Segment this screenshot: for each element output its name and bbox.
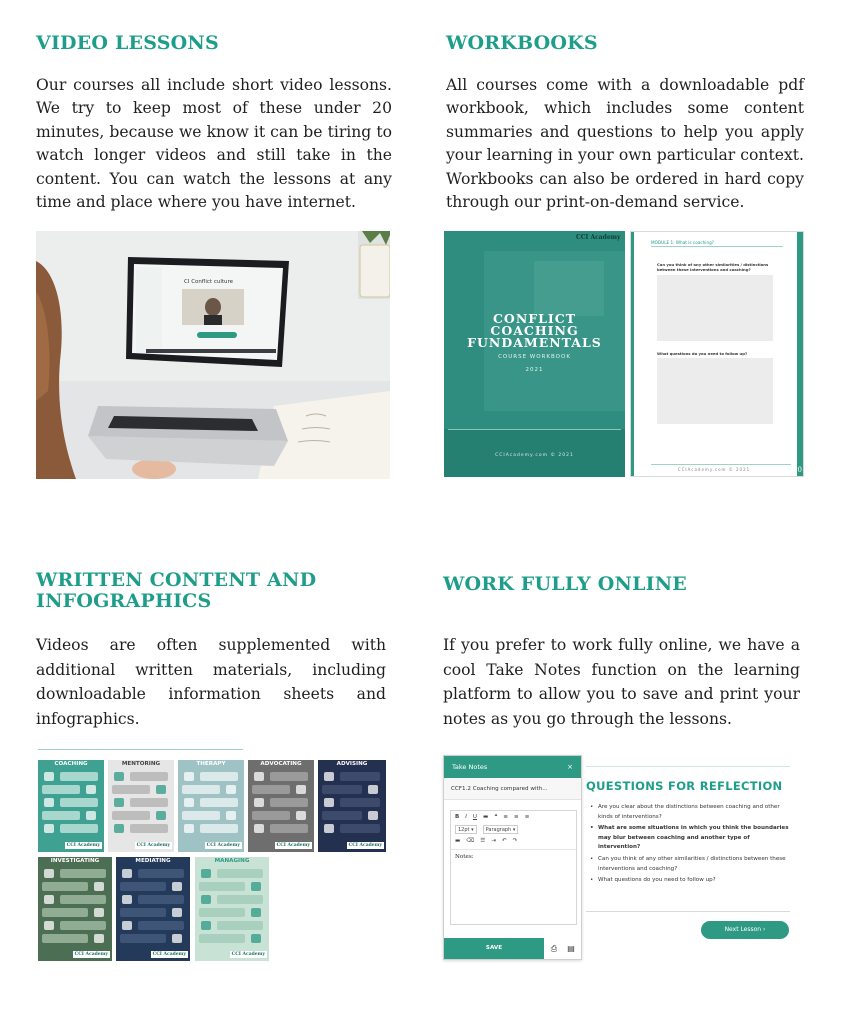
video-lessons-heading: VIDEO LESSONS [36, 32, 219, 54]
infographic-row [217, 895, 263, 904]
written-content-heading-line2: INFOGRAPHICS [36, 590, 212, 612]
eraser-icon[interactable]: ⌫ [466, 838, 475, 844]
infographic-row [42, 934, 88, 943]
infographic-icon [296, 785, 306, 794]
infographic-icon [172, 934, 182, 943]
infographic-row [270, 798, 308, 807]
workbook-page-number: 10 [793, 466, 802, 474]
infographic-row [42, 882, 88, 891]
indent-icon[interactable]: ⇥ [491, 838, 496, 844]
document-icon[interactable]: ▤ [567, 944, 575, 953]
infographic-row [112, 811, 150, 820]
next-lesson-button[interactable]: Next Lesson › [701, 921, 789, 939]
workbook-page-question-1: Can you think of any other similarities / distinctions between these interventions and coaching? [657, 262, 769, 272]
infographic-icon [251, 882, 261, 891]
infographic-row [270, 772, 308, 781]
infographic-mentoring [108, 760, 174, 852]
infographic-row [120, 908, 166, 917]
underline-icon[interactable]: U [472, 814, 478, 820]
infographic-row [252, 811, 290, 820]
infographic-icon [122, 895, 132, 904]
infographic-icon [201, 869, 211, 878]
infographic-title: THERAPY [196, 761, 226, 767]
infographic-row [120, 882, 166, 891]
written-content-heading-line1: WRITTEN CONTENT AND [36, 569, 317, 591]
infographic-icon [94, 934, 104, 943]
infographic-row [340, 824, 380, 833]
infographic-row [130, 824, 168, 833]
infographic-icon [201, 895, 211, 904]
take-notes-header [444, 756, 581, 778]
infographic-title: MANAGING [214, 858, 250, 864]
infographic-coaching [38, 760, 104, 852]
undo-icon[interactable]: ↶ [501, 838, 507, 844]
infographic-icon [44, 921, 54, 930]
workbook-title-line1: CONFLICT [492, 311, 577, 326]
workbook-brand: CCI Academy [576, 234, 621, 241]
infographic-badge: CCI Academy [231, 952, 265, 957]
align-right-icon[interactable]: ≡ [524, 814, 530, 820]
redo-icon[interactable]: ↷ [512, 838, 518, 844]
written-content-heading [36, 570, 316, 612]
infographic-icon [122, 921, 132, 930]
workbook-subtitle: COURSE WORKBOOK [498, 354, 571, 360]
infographic-row [199, 908, 245, 917]
infographic-badge: CCI Academy [66, 843, 100, 848]
infographic-title: INVESTIGATING [50, 858, 100, 864]
infographic-investigating [38, 857, 112, 961]
editor-toolbar-row-1 [451, 811, 576, 823]
infographic-icon [254, 824, 264, 833]
workbook-cover [444, 231, 625, 477]
infographic-icon [226, 785, 236, 794]
infographic-icon [44, 772, 54, 781]
editor-toolbar-row-2 [451, 823, 576, 835]
rule-icon[interactable]: ▬ [455, 838, 461, 844]
infographics-rule [38, 749, 243, 750]
infographic-row [112, 785, 150, 794]
list-icon[interactable]: ☰ [480, 838, 486, 844]
infographic-icon [226, 811, 236, 820]
font-size-value: 12pt [458, 826, 470, 833]
infographic-row [130, 798, 168, 807]
infographic-badge: CCI Academy [74, 952, 108, 957]
infographic-icon [254, 798, 264, 807]
infographic-row [182, 811, 220, 820]
infographic-icon [324, 824, 334, 833]
print-icon[interactable]: ⎙ [550, 944, 558, 953]
editor-toolbar-row-3 [451, 835, 576, 847]
infographic-icon [44, 869, 54, 878]
infographic-icon [368, 811, 378, 820]
infographic-icon [324, 772, 334, 781]
infographic-row [322, 785, 362, 794]
infographic-icon [114, 772, 124, 781]
infographic-advising [318, 760, 386, 852]
take-notes-panel [443, 755, 582, 960]
take-notes-lesson: CCF1.2 Coaching compared with... [444, 778, 581, 800]
strikethrough-icon[interactable]: ▬ [483, 814, 489, 820]
infographic-therapy [178, 760, 244, 852]
infographic-row [60, 921, 106, 930]
infographic-row [217, 869, 263, 878]
infographic-icon [251, 908, 261, 917]
infographic-row [217, 921, 263, 930]
infographic-advocating [248, 760, 314, 852]
reflection-item: • Are you clear about the distinctions between coaching and other kinds of interventions? [586, 803, 790, 822]
infographic-icon [184, 772, 194, 781]
infographic-icon [156, 785, 166, 794]
reflection-item: • What questions do you need to follow up? [586, 876, 790, 886]
reflection-divider [586, 911, 790, 912]
infographic-row [130, 772, 168, 781]
close-icon[interactable]: × [567, 763, 573, 771]
infographic-row [340, 798, 380, 807]
infographic-icon [86, 811, 96, 820]
infographic-title: ADVOCATING [260, 761, 302, 767]
infographic-icon [44, 895, 54, 904]
infographic-row [60, 798, 98, 807]
block-style-select[interactable]: Paragraph ▾ [483, 825, 519, 834]
infographic-badge: CCI Academy [348, 843, 382, 848]
infographic-row [200, 798, 238, 807]
infographic-icon [254, 772, 264, 781]
reflection-item: • What are some situations in which you think the boundaries may blur between coaching and another type of intervention? [586, 824, 790, 853]
infographic-row [199, 882, 245, 891]
align-center-icon[interactable]: ≡ [514, 814, 519, 820]
italic-icon[interactable]: I [465, 814, 467, 820]
infographic-icon [44, 824, 54, 833]
infographic-icon [184, 824, 194, 833]
infographic-managing [195, 857, 269, 961]
video-lessons-text: Our courses all include short video lessons. We try to keep most of these under 20 minutes, because we know it can be tiring to watch longer videos and still take in the content. You can watch the lessons at any time and place where you have internet. [36, 76, 392, 212]
written-content-text: Videos are often supplemented with additional written materials, including downloadable information sheets and infographics. [36, 636, 386, 728]
infographic-row [200, 824, 238, 833]
notes-field[interactable] [451, 849, 576, 926]
reflection-panel [586, 766, 790, 946]
infographic-title: ADVISING [336, 761, 368, 767]
infographic-row [200, 772, 238, 781]
workbooks-heading: WORKBOOKS [446, 32, 598, 54]
infographic-icon [324, 798, 334, 807]
reflection-item: • Can you think of any other similarities / distinctions between these interventions and coaching? [586, 855, 790, 874]
font-size-select[interactable]: 12pt ▾ [455, 825, 477, 834]
infographic-badge: CCI Academy [206, 843, 240, 848]
workbook-title-line3: FUNDAMENTALS [467, 335, 602, 350]
infographic-title: MENTORING [121, 761, 161, 767]
take-notes-title: Take Notes [452, 763, 488, 771]
infographic-row [120, 934, 166, 943]
infographic-row [42, 908, 88, 917]
infographic-row [322, 811, 362, 820]
infographic-icon [86, 785, 96, 794]
workbook-cover-footer: CCIAcademy.com © 2021 [495, 453, 574, 458]
screen-course-title: CI Conflict culture [184, 279, 234, 285]
infographic-icon [114, 798, 124, 807]
infographic-icon [94, 908, 104, 917]
infographic-row [340, 772, 380, 781]
infographic-row [60, 824, 98, 833]
workbook-year: 2021 [525, 367, 544, 373]
work-online-heading: WORK FULLY ONLINE [443, 573, 687, 595]
infographic-row [42, 811, 80, 820]
workbook-page [630, 231, 804, 477]
infographic-title: MEDIATING [135, 858, 171, 864]
workbook-title-line2: COACHING [490, 323, 579, 338]
infographic-row [60, 895, 106, 904]
infographic-badge: CCI Academy [152, 952, 186, 957]
workbook-page-footer: CCIAcademy.com © 2021 [677, 467, 751, 472]
infographic-title: COACHING [54, 761, 88, 767]
infographic-icon [114, 824, 124, 833]
infographic-icon [172, 882, 182, 891]
infographic-icon [296, 811, 306, 820]
infographic-row [138, 869, 184, 878]
infographic-row [182, 785, 220, 794]
save-button[interactable]: SAVE [444, 938, 544, 959]
infographic-icon [44, 798, 54, 807]
infographic-icon [368, 785, 378, 794]
infographic-mediating [116, 857, 190, 961]
infographic-badge: CCI Academy [276, 843, 310, 848]
work-online-text: If you prefer to work fully online, we have a cool Take Notes function on the learning platform to allow you to save and print your notes as you go through the lessons. [443, 636, 800, 728]
quote-icon[interactable]: ❝ [494, 814, 498, 820]
workbook-page-header: MODULE 1: What is coaching? [651, 240, 715, 245]
infographic-badge: CCI Academy [136, 843, 170, 848]
notes-label: Notes: [455, 854, 474, 860]
infographic-row [138, 921, 184, 930]
workbook-page-question-2: What questions do you need to follow up? [657, 351, 748, 356]
align-left-icon[interactable]: ≡ [503, 814, 509, 820]
infographic-icon [156, 811, 166, 820]
infographic-icon [94, 882, 104, 891]
infographic-row [138, 895, 184, 904]
reflection-list [586, 803, 790, 886]
infographic-icon [172, 908, 182, 917]
reflection-title: QUESTIONS FOR REFLECTION [586, 766, 790, 803]
infographic-row [60, 772, 98, 781]
infographic-row [60, 869, 106, 878]
notes-editor[interactable] [450, 810, 577, 925]
infographic-row [252, 785, 290, 794]
infographic-icon [201, 921, 211, 930]
infographic-icon [184, 798, 194, 807]
bold-icon[interactable]: B [455, 814, 460, 820]
infographic-row [42, 785, 80, 794]
infographic-row [199, 934, 245, 943]
infographic-row [270, 824, 308, 833]
workbooks-text: All courses come with a downloadable pdf workbook, which includes some content summaries and questions to help you apply your learning in your own particular context. Workbooks can also be ordered in hard copy through our print-on-demand service. [446, 76, 804, 212]
block-style-value: Paragraph [485, 826, 512, 833]
infographic-icon [122, 869, 132, 878]
infographic-icon [251, 934, 261, 943]
laptop-photo [36, 231, 390, 479]
